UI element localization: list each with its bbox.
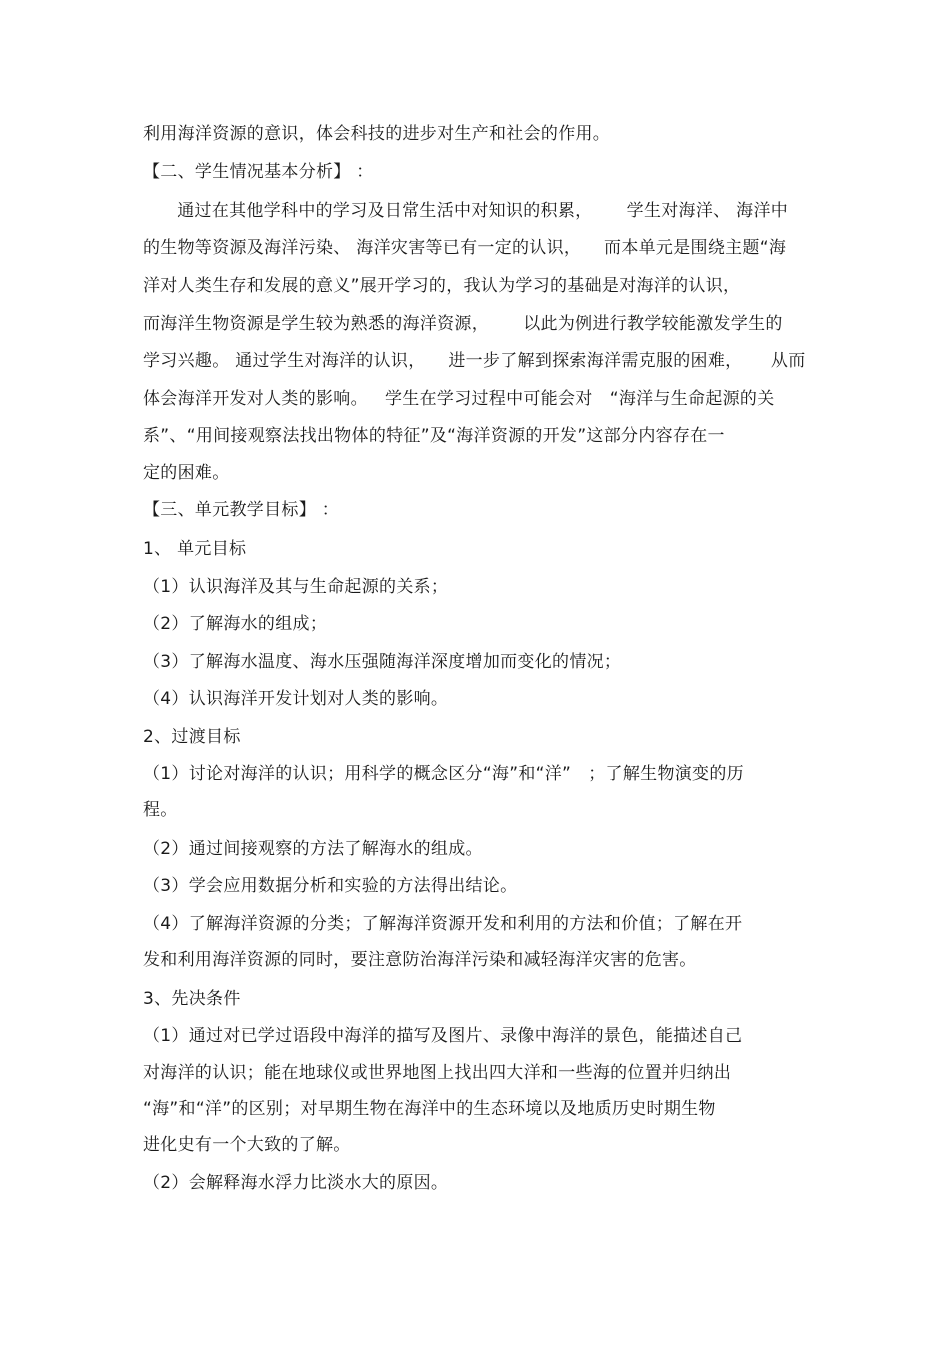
list-item: （4）了解海洋资源的分类；了解海洋资源开发和利用的方法和价值；了解在开 xyxy=(143,914,743,934)
text-line: 的生物等资源及海洋污染、 海洋灾害等已有一定的认识， 而本单元是围绕主题“海 xyxy=(143,238,787,258)
section-heading-teaching-goals: 【三、单元教学目标】 ： xyxy=(143,500,340,520)
subheading-prerequisites: 3、先决条件 xyxy=(143,989,241,1009)
list-item: （3）学会应用数据分析和实验的方法得出结论。 xyxy=(143,876,518,896)
list-item: （2）通过间接观察的方法了解海水的组成。 xyxy=(143,839,483,859)
list-item: （4）认识海洋开发计划对人类的影响。 xyxy=(143,689,449,709)
list-item: （3）了解海水温度、海水压强随海洋深度增加而变化的情况； xyxy=(143,652,622,672)
subheading-transition-goals: 2、过渡目标 xyxy=(143,727,241,747)
text-line: 定的困难。 xyxy=(143,463,230,483)
list-item: （1）讨论对海洋的认识；用科学的概念区分“海”和“洋” ；了解生物演变的历 xyxy=(143,764,744,784)
list-item: （1）通过对已学过语段中海洋的描写及图片、录像中海洋的景色，能描述自己 xyxy=(143,1026,743,1046)
list-item: （2）了解海水的组成； xyxy=(143,614,328,634)
text-line: 体会海洋开发对人类的影响。 学生在学习过程中可能会对 “海洋与生命起源的关 xyxy=(143,389,775,409)
list-item: （2）会解释海水浮力比淡水大的原因。 xyxy=(143,1173,449,1193)
text-line: 发和利用海洋资源的同时，要注意防治海洋污染和减轻海洋灾害的危害。 xyxy=(143,950,697,970)
list-item: （1）认识海洋及其与生命起源的关系； xyxy=(143,577,449,597)
text-line: 通过在其他学科中的学习及日常生活中对知识的积累， 学生对海洋、 海洋中 xyxy=(143,201,789,221)
text-line: 进化史有一个大致的了解。 xyxy=(143,1135,351,1155)
text-line: 学习兴趣。 通过学生对海洋的认识， 进一步了解到探索海洋需克服的困难， 从而 xyxy=(143,351,806,371)
text-line: “海”和“洋”的区别；对早期生物在海洋中的生态环境以及地质历史时期生物 xyxy=(143,1099,716,1119)
subheading-unit-goals: 1、 单元目标 xyxy=(143,539,247,559)
text-line: 洋对人类生存和发展的意义”展开学习的，我认为学习的基础是对海洋的认识， xyxy=(143,276,741,296)
text-line: 对海洋的认识；能在地球仪或世界地图上找出四大洋和一些海的位置并归纳出 xyxy=(143,1063,732,1083)
section-heading-student-analysis: 【二、学生情况基本分析】 ： xyxy=(143,162,374,182)
text-line: 利用海洋资源的意识，体会科技的进步对生产和社会的作用。 xyxy=(143,124,611,144)
text-line: 系”、“用间接观察法找出物体的特征”及“海洋资源的开发”这部分内容存在一 xyxy=(143,426,725,446)
text-line: 程。 xyxy=(143,800,178,820)
text-line: 而海洋生物资源是学生较为熟悉的海洋资源， 以此为例进行教学较能激发学生的 xyxy=(143,314,783,334)
